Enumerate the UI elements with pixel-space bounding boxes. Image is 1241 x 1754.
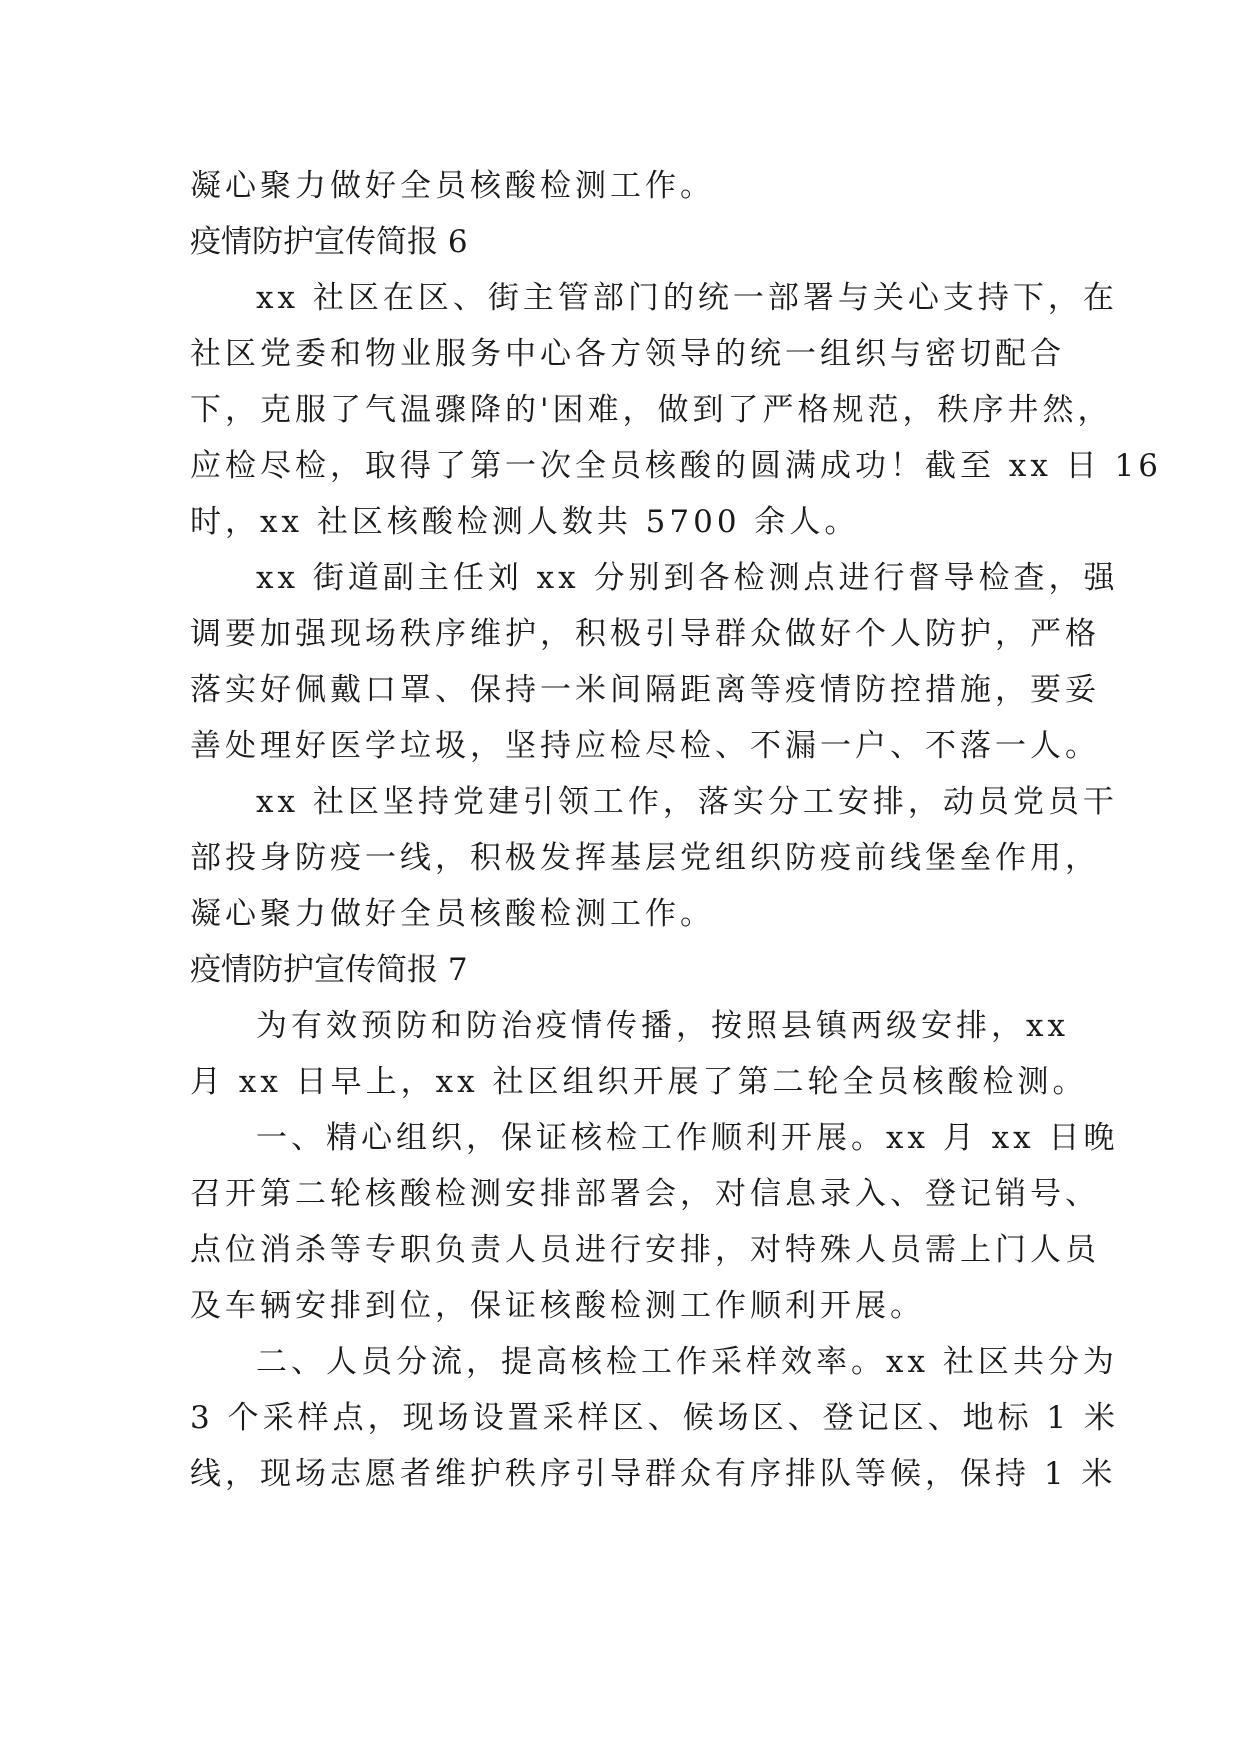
text-line: 下，克服了气温骤降的'困难，做到了严格规范，秩序井然，	[190, 392, 1113, 428]
text-line: 应检尽检，取得了第一次全员核酸的圆满成功！截至 xx 日 16	[190, 448, 1162, 484]
text-line: 二、人员分流，提高核检工作采样效率。xx 社区共分为	[256, 1344, 1118, 1380]
text-line: 善处理好医学垃圾，坚持应检尽检、不漏一户、不落一人。	[190, 728, 1100, 764]
text-line: xx 社区坚持党建引领工作，落实分工安排，动员党员干	[256, 784, 1118, 820]
text-line: 点位消杀等专职负责人员进行安排，对特殊人员需上门人员	[190, 1232, 1100, 1268]
document-body	[190, 158, 1162, 1502]
text-line: xx 社区在区、街主管部门的统一部署与关心支持下，在	[256, 280, 1118, 316]
text-line: 3 个采样点，现场设置采样区、候场区、登记区、地标 1 米	[190, 1400, 1120, 1436]
text-line: 时，xx 社区核酸检测人数共 5700 余人。	[190, 504, 860, 540]
text-line: 为有效预防和防治疫情传播，按照县镇两级安排，xx	[256, 1008, 1069, 1044]
paragraph	[190, 158, 1050, 214]
paragraph	[190, 270, 1162, 550]
section-heading: 疫情防护宣传简报 7	[190, 952, 468, 988]
paragraph	[190, 1334, 1120, 1502]
text-line: 凝心聚力做好全员核酸检测工作。	[190, 168, 715, 204]
text-line: 召开第二轮核酸检测安排部署会，对信息录入、登记销号、	[190, 1176, 1100, 1212]
text-line: 落实好佩戴口罩、保持一米间隔距离等疫情防控措施，要妥	[190, 672, 1100, 708]
text-line: 部投身防疫一线，积极发挥基层党组织防疫前线堡垒作用，	[190, 840, 1100, 876]
text-line: 月 xx 日早上，xx 社区组织开展了第二轮全员核酸检测。	[190, 1064, 1088, 1100]
text-line: 线，现场志愿者维护秩序引导群众有序排队等候，保持 1 米	[190, 1456, 1117, 1492]
text-line: xx 街道副主任刘 xx 分别到各检测点进行督导检查，强	[256, 560, 1119, 596]
text-line: 调要加强现场秩序维护，积极引导群众做好个人防护，严格	[190, 616, 1100, 652]
text-line: 社区党委和物业服务中心各方领导的统一组织与密切配合	[190, 336, 1065, 372]
text-line: 及车辆安排到位，保证核酸检测工作顺利开展。	[190, 1288, 925, 1324]
paragraph	[190, 998, 1088, 1110]
text-line: 凝心聚力做好全员核酸检测工作。	[190, 896, 715, 932]
paragraph	[190, 774, 1118, 942]
paragraph	[190, 1110, 1119, 1334]
text-line: 一、精心组织，保证核检工作顺利开展。xx 月 xx 日晚	[256, 1120, 1119, 1156]
section-heading: 疫情防护宣传简报 6	[190, 224, 468, 260]
paragraph	[190, 550, 1119, 774]
